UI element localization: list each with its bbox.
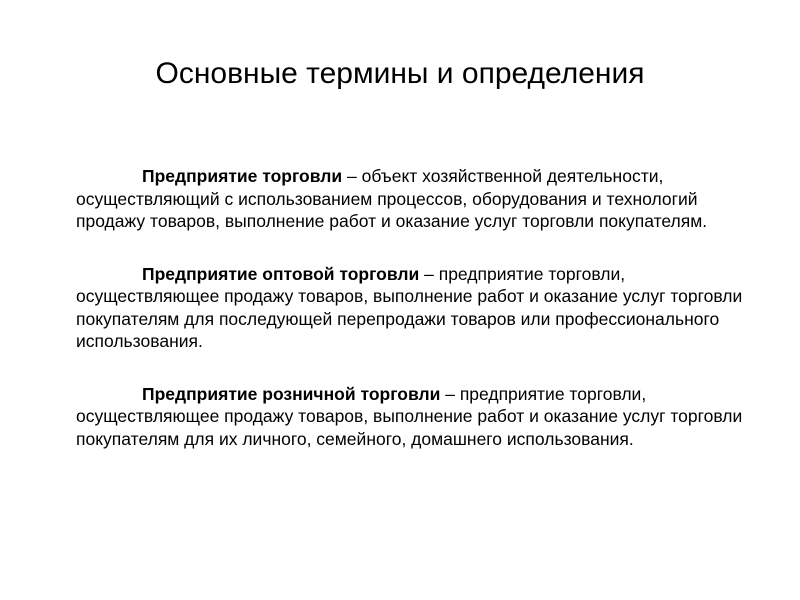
term: Предприятие оптовой торговли — [142, 263, 420, 284]
definition-text: – объект хозяйственной деятельности, осуществляющий с использованием процессов, оборудования и технологий продажу товаров, выполнение работ и оказание услуг торговли покупателям. — [76, 166, 708, 231]
definition-text: – предприятие торговли, осуществляющее продажу товаров, выполнение работ и оказание услуг торговли покупателям для их личного, семейного, домашнего использования. — [76, 383, 743, 449]
definition-paragraph — [76, 263, 756, 353]
slide-body — [76, 165, 756, 480]
term: Предприятие торговли — [142, 166, 343, 186]
term: Предприятие розничной торговли — [142, 383, 441, 404]
definition-paragraph — [76, 165, 756, 233]
slide-title: Основные термины и определения — [155, 57, 645, 90]
definition-text: – предприятие торговли, осуществляющее продажу товаров, выполнение работ и оказание услуг торговли покупателям для последующей перепродажи товаров или профессионального использования. — [76, 263, 743, 351]
definition-paragraph — [76, 383, 756, 451]
